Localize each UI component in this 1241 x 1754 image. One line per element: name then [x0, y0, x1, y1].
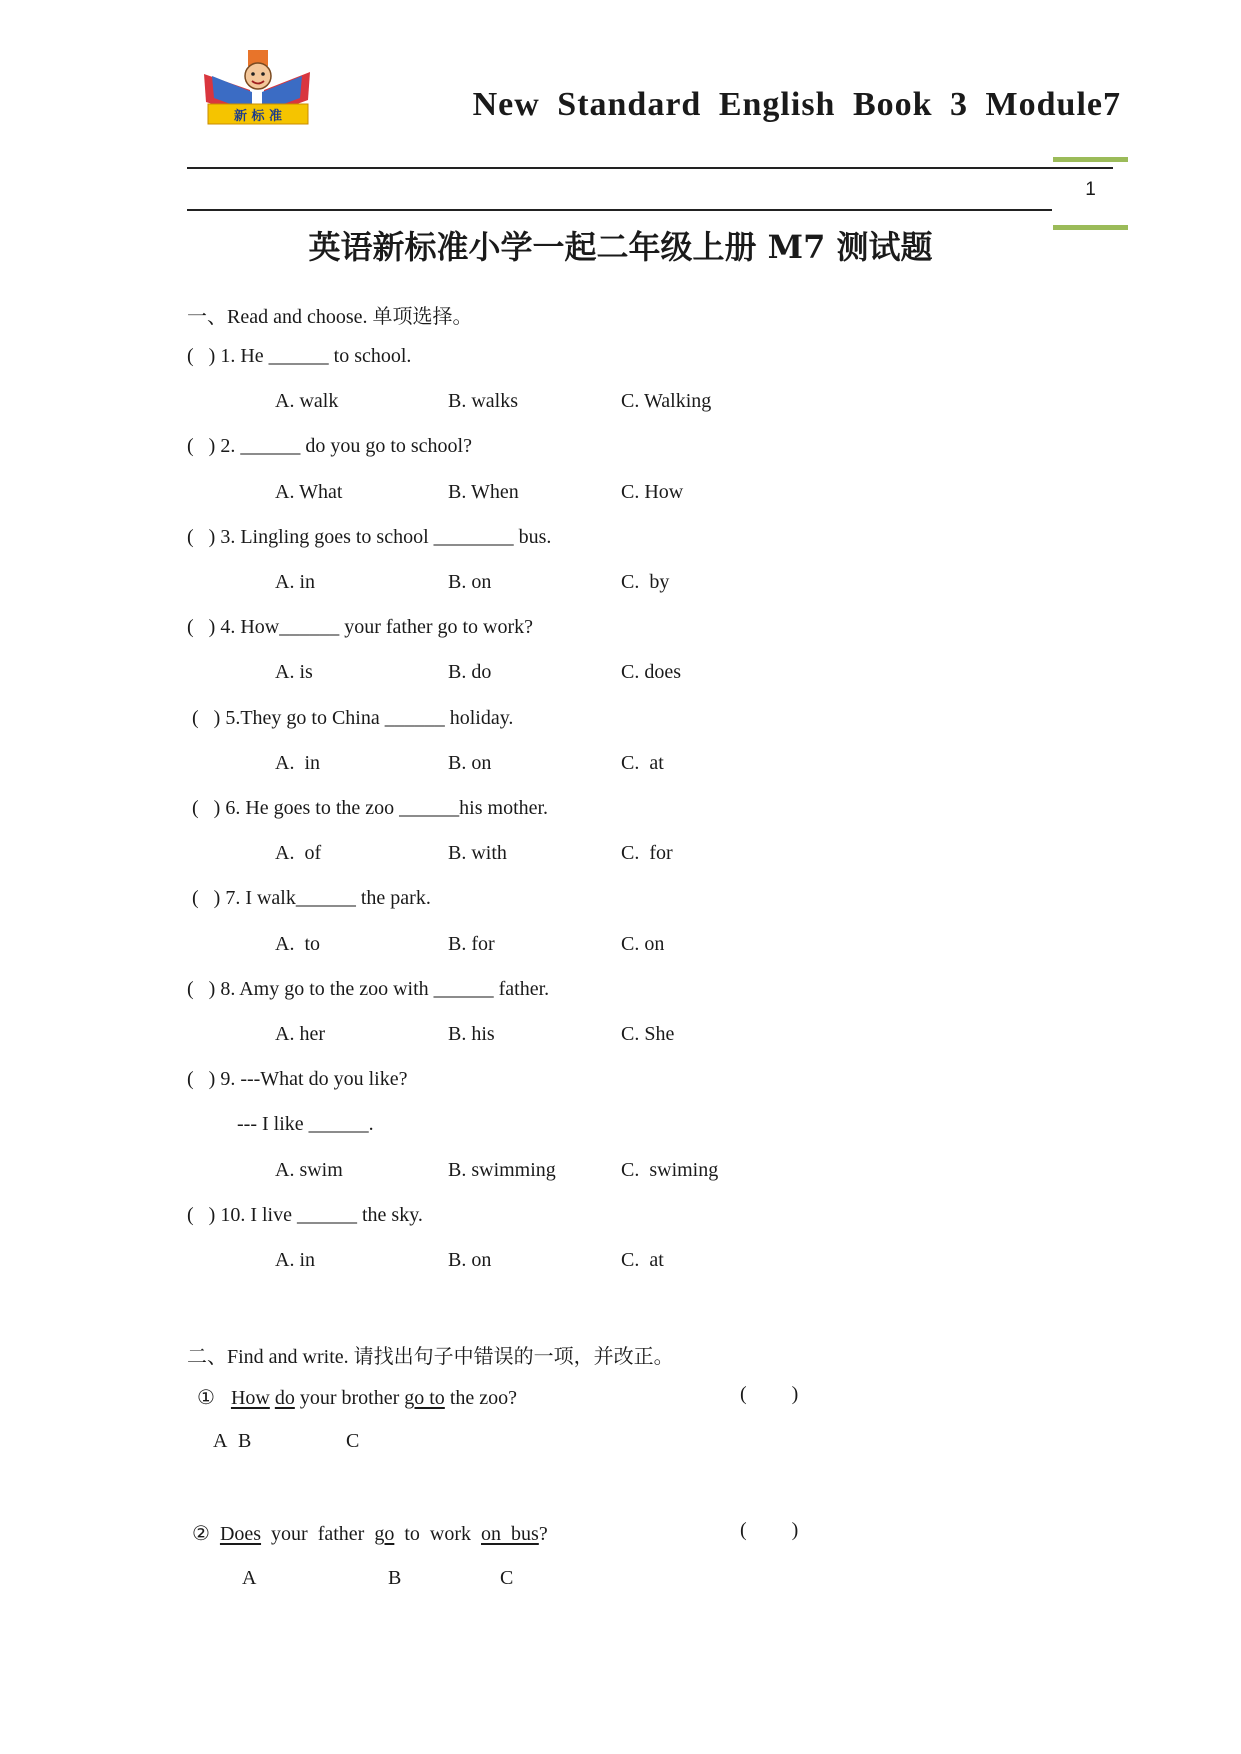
- option-a[interactable]: A. What: [275, 480, 343, 503]
- section2-heading: 二、Find and write. 请找出句子中错误的一项，并改正。: [187, 1346, 674, 1368]
- option-b[interactable]: B. his: [448, 1023, 495, 1045]
- section1-heading: 一、Read and choose. 单项选择。: [187, 306, 473, 328]
- label-a: A: [213, 1430, 228, 1452]
- option-a[interactable]: A. in: [275, 571, 315, 593]
- label-c: C: [500, 1567, 514, 1589]
- find-item-1: [197, 1385, 517, 1410]
- answer-blank[interactable]: ( ): [740, 1383, 799, 1405]
- option-a[interactable]: A. in: [275, 751, 320, 774]
- option-c[interactable]: C. for: [621, 842, 673, 865]
- option-a[interactable]: A. is: [275, 661, 313, 684]
- question-stem: ( ) 2. ______ do you go to school?: [187, 435, 472, 458]
- option-a[interactable]: A. of: [275, 842, 322, 865]
- option-c-phrase: on bus: [481, 1523, 539, 1545]
- answer-blank[interactable]: ( ): [740, 1519, 799, 1541]
- page-number-bar-top: [1053, 157, 1128, 162]
- question-stem: ( ) 9. ---What do you like?: [187, 1068, 408, 1091]
- question-answer-line: --- I like ______.: [237, 1113, 374, 1136]
- question-stem: ( ) 6. He goes to the zoo ______his mother.: [192, 797, 549, 819]
- option-c-phrase: go to: [404, 1387, 445, 1409]
- question-stem: ( ) 8. Amy go to the zoo with ______ father.: [187, 977, 550, 1000]
- item-number: ②: [192, 1523, 210, 1545]
- option-a-phrase: How: [230, 1387, 270, 1409]
- option-b[interactable]: B. on: [448, 571, 492, 593]
- find-item-2: [192, 1521, 548, 1546]
- option-c[interactable]: C. by: [621, 571, 670, 593]
- option-b[interactable]: B. with: [448, 842, 507, 865]
- option-a[interactable]: A. to: [275, 932, 320, 955]
- option-b[interactable]: B. When: [448, 480, 519, 503]
- question-stem: ( ) 5.They go to China ______ holiday.: [192, 706, 514, 729]
- sentence-text: ?: [538, 1523, 548, 1545]
- document-title: 英语新标准小学一起二年级上册 M7 测试题: [308, 228, 933, 266]
- option-b[interactable]: B. swimming: [448, 1158, 556, 1181]
- sentence-text: to work: [394, 1523, 482, 1545]
- page-number: 1: [1085, 179, 1096, 200]
- label-b: B: [388, 1567, 402, 1589]
- item-number: ①: [197, 1387, 215, 1409]
- option-a[interactable]: A. her: [275, 1023, 325, 1045]
- option-b[interactable]: B. walks: [448, 390, 518, 413]
- option-b-phrase: go: [374, 1523, 395, 1545]
- option-b[interactable]: B. do: [448, 661, 492, 684]
- logo-text: 新 标 准: [233, 109, 283, 124]
- option-c[interactable]: C. at: [621, 751, 664, 774]
- option-c[interactable]: C. Walking: [621, 390, 712, 413]
- label-b: B: [238, 1430, 252, 1452]
- option-a[interactable]: A. swim: [275, 1158, 343, 1181]
- option-c[interactable]: C. swiming: [621, 1158, 719, 1181]
- header-rule-secondary: [187, 209, 1052, 211]
- option-a-phrase: Does: [219, 1523, 262, 1545]
- question-stem: ( ) 10. I live ______ the sky.: [187, 1203, 423, 1226]
- option-a[interactable]: A. in: [275, 1249, 315, 1271]
- option-c[interactable]: C. She: [621, 1023, 675, 1045]
- option-b[interactable]: B. on: [448, 1249, 492, 1271]
- header-title: New Standard English Book 3 Module7: [472, 86, 1121, 123]
- question-stem: ( ) 3. Lingling goes to school ________ bus.: [187, 525, 552, 548]
- header-rule: [187, 167, 1113, 169]
- label-c: C: [346, 1430, 360, 1452]
- question-stem: ( ) 7. I walk______ the park.: [192, 887, 431, 910]
- option-b-phrase: do: [274, 1387, 295, 1409]
- option-c[interactable]: C. at: [621, 1249, 664, 1271]
- question-stem: ( ) 1. He ______ to school.: [187, 345, 412, 367]
- question-stem: ( ) 4. How______ your father go to work?: [187, 616, 534, 639]
- sentence-text: your brother: [294, 1387, 405, 1409]
- option-c[interactable]: C. does: [621, 661, 681, 684]
- sentence-text: the zoo?: [444, 1387, 517, 1409]
- sentence-text: your father: [261, 1523, 375, 1545]
- label-a: A: [242, 1567, 257, 1589]
- option-c[interactable]: C. How: [621, 480, 684, 503]
- option-b[interactable]: B. for: [448, 932, 495, 955]
- option-a[interactable]: A. walk: [275, 390, 339, 413]
- option-b[interactable]: B. on: [448, 751, 492, 774]
- publisher-logo: [198, 46, 320, 128]
- option-c[interactable]: C. on: [621, 932, 665, 955]
